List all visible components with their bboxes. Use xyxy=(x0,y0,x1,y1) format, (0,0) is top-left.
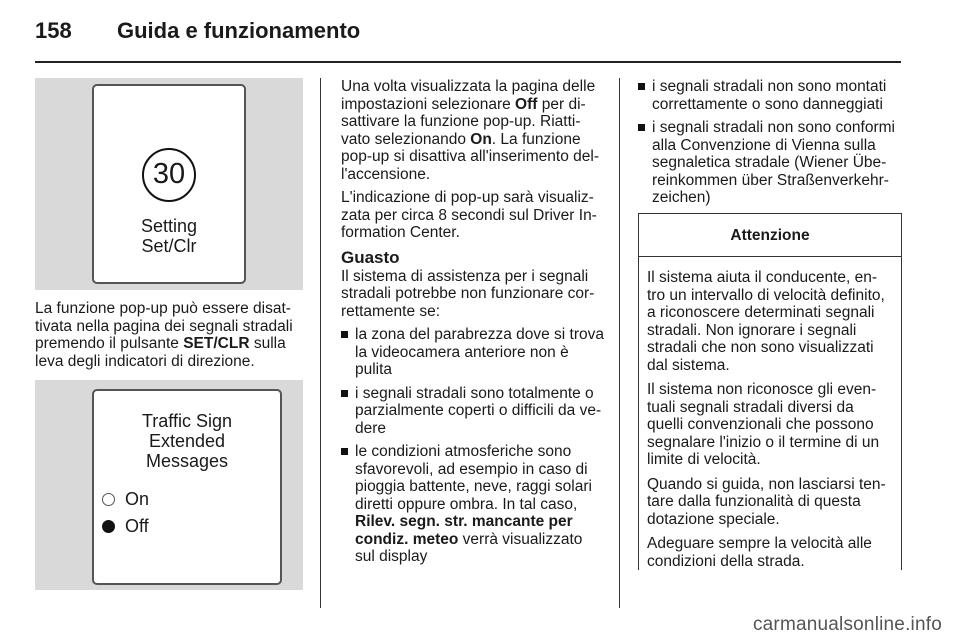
option-on xyxy=(102,491,149,509)
paragraph: L'indicazione di pop-up sarà visualiz-zata per circa 8 secondi sul Driver In-formation Center. xyxy=(341,189,597,241)
bullet-icon xyxy=(638,83,645,90)
paragraph: Una volta visualizzata la pagina delle impostazioni selezionare Off per di-sattivare la funzione pop-up. Riatti-vato selezionando On. La funzione pop-up si disattiva all'inserimento del-l'accensione. xyxy=(341,78,599,183)
section-heading: Guasto xyxy=(341,247,400,267)
bullet-icon xyxy=(341,331,348,338)
option-off xyxy=(102,518,149,536)
list-item: i segnali stradali non sono conformi alla Convenzione di Vienna sulla segnaletica stradale (Wiener Übe-reinkommen über Straßenverkehr-zeichen) xyxy=(638,119,904,207)
column-right xyxy=(638,78,904,577)
display-label-line2: Set/Clr xyxy=(141,236,197,256)
header-divider xyxy=(35,61,901,63)
menu-title-line1: Traffic Sign xyxy=(141,411,233,431)
list-item: le condizioni atmosferiche sono sfavorevoli, ad esempio in caso di pioggia battente, neve, raggi solari diretti oppure ombra. In tal caso, Rilev. segn. str. mancante per condiz. meteo verrà visualizzato sul display xyxy=(341,443,605,566)
speed-limit-sign-icon: 30 xyxy=(142,148,196,202)
warning-box xyxy=(638,213,902,571)
display-label xyxy=(94,216,244,256)
bullet-list xyxy=(638,78,904,207)
column-middle xyxy=(341,78,605,572)
radio-unselected-icon xyxy=(102,493,115,506)
watermark: carmanualsonline.info xyxy=(752,614,942,635)
set-clr-button-label: SET/CLR xyxy=(183,335,250,352)
radio-selected-icon xyxy=(102,520,115,533)
column-divider xyxy=(320,78,321,608)
menu-title xyxy=(94,411,280,471)
list-item: i segnali stradali sono totalmente o parzialmente coperti o difficili da ve-dere xyxy=(341,385,605,438)
warning-paragraph: Il sistema aiuta il conducente, en-tro un intervallo di velocità definito, a riconoscere determinati segnali stradali. Non ignorare i segnali stradali che non sono visualizzati dal sistema. xyxy=(647,269,885,374)
bullet-icon xyxy=(341,390,348,397)
bullet-icon xyxy=(638,124,645,131)
menu-title-line3: Messages xyxy=(145,451,229,471)
display-label-line1: Setting xyxy=(140,216,198,236)
column-left xyxy=(35,78,307,590)
display-screen xyxy=(92,389,282,585)
warning-title: Attenzione xyxy=(639,213,901,258)
list-item: la zona del parabrezza dove si trova la videocamera anteriore non è pulita xyxy=(341,326,605,379)
warning-paragraph: Quando si guida, non lasciarsi ten-tare dalla funzionalità di questa dotazione speciale. xyxy=(647,475,886,528)
bullet-list xyxy=(341,326,605,566)
bullet-icon xyxy=(341,448,348,455)
list-item: i segnali stradali non sono montati correttamente o sono danneggiati xyxy=(638,78,904,113)
section-title: Guida e funzionamento xyxy=(117,18,361,43)
figure-caption: La funzione pop-up può essere disat-tivata nella pagina dei segnali stradali premendo il pulsante SET/CLR sulla leva degli indicatori di direzione. xyxy=(35,300,293,370)
paragraph: Il sistema di assistenza per i segnali stradali potrebbe non funzionare cor-rettamente se: xyxy=(341,267,595,320)
option-off-label: Off xyxy=(125,516,149,536)
warning-paragraph: Il sistema non riconosce gli even-tuali segnali stradali diversi da quelli convenzionali che possono segnalare l'inizio o il termine di un limite di velocità. xyxy=(647,381,880,468)
figure-traffic-sign-menu xyxy=(35,380,303,590)
display-screen xyxy=(92,84,246,284)
warning-paragraph: Adeguare sempre la velocità alle condizioni della strada. xyxy=(647,535,872,570)
page-number: 158 xyxy=(35,18,72,43)
option-on-label: On xyxy=(125,489,150,509)
menu-title-line2: Extended xyxy=(148,431,226,451)
column-divider xyxy=(619,78,620,608)
figure-speed-sign-setting xyxy=(35,78,303,290)
warning-body xyxy=(639,257,901,570)
